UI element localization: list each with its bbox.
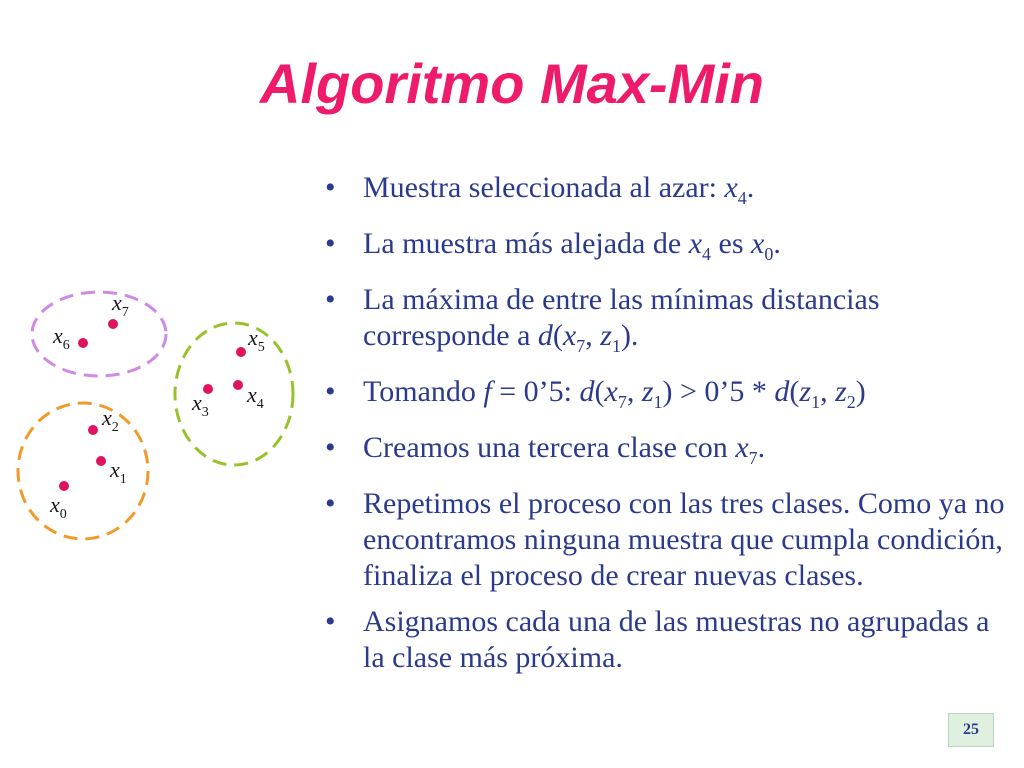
text-run: Muestra seleccionada al azar: (363, 171, 725, 204)
label-x0: $x_0$ (50, 492, 67, 522)
point-x7 (108, 319, 118, 329)
text-run: , (585, 319, 601, 352)
bullet-text (363, 487, 1005, 592)
math-symbol: x (688, 227, 703, 260)
text-run: Creamos una tercera clase con (363, 431, 736, 464)
bullet-text (363, 227, 781, 264)
text-run: , (820, 375, 836, 408)
bullet-dot: • (325, 605, 336, 638)
bullet-dot: • (325, 487, 336, 520)
bullet-item (325, 170, 1005, 216)
math-symbol: f (483, 375, 492, 408)
math-symbol: x (604, 375, 618, 408)
subscript: 1 (811, 392, 821, 412)
label-x2: $x_2$ (102, 405, 119, 435)
math-symbol: x (724, 171, 738, 204)
subscript: 1 (653, 392, 663, 412)
math-symbol: x (735, 431, 749, 464)
subscript: 4 (702, 244, 712, 264)
bullet-list (325, 170, 1005, 686)
bullet-text (363, 605, 989, 674)
subscript: 0 (764, 244, 774, 264)
point-x1 (96, 456, 106, 466)
label-x7: $x_7$ (112, 290, 129, 320)
bullet-dot: • (325, 171, 336, 204)
cluster-x0-x1-x2 (18, 403, 148, 539)
bullet-item (325, 486, 1005, 594)
text-run: es (711, 227, 752, 260)
page-number: 25 (948, 713, 994, 747)
text-run: Asignamos cada una de las muestras no agrupadas a la clase más próxima. (363, 605, 990, 674)
point-x6 (78, 338, 88, 348)
math-symbol: z (600, 319, 612, 352)
text-run: ) (855, 375, 866, 408)
bullet-item (325, 374, 1005, 420)
label-x1: $x_1$ (110, 457, 127, 487)
text-run: = 0’5: (491, 375, 580, 408)
math-symbol: z (835, 375, 847, 408)
text-run: ( (789, 375, 800, 408)
subscript: 1 (611, 336, 621, 356)
bullet-dot: • (325, 227, 336, 260)
math-symbol: d (537, 319, 553, 352)
subscript: 7 (748, 448, 758, 468)
text-run: La muestra más alejada de (363, 227, 689, 260)
text-run: ( (552, 319, 563, 352)
cluster-diagram (0, 0, 320, 560)
label-x4: $x_4$ (247, 382, 264, 412)
text-run: Tomando (363, 375, 484, 408)
bullet-item (325, 430, 1005, 476)
label-x6: $x_6$ (53, 323, 70, 353)
bullet-text (363, 171, 755, 208)
bullet-item (325, 604, 1005, 676)
text-run: , (626, 375, 642, 408)
bullet-dot: • (325, 431, 336, 464)
subscript: 2 (846, 392, 856, 412)
subscript: 7 (576, 336, 586, 356)
bullet-text (363, 375, 866, 412)
bullet-dot: • (325, 375, 336, 408)
math-symbol: z (799, 375, 812, 408)
bullet-dot: • (325, 283, 336, 316)
bullet-item (325, 282, 1005, 364)
point-x2 (88, 425, 98, 435)
bullet-text (363, 283, 880, 356)
slide-title: Algoritmo Max-Min (260, 52, 764, 115)
math-symbol: d (774, 375, 790, 408)
math-symbol: d (579, 375, 595, 408)
point-x0 (59, 481, 69, 491)
text-run: ). (620, 319, 639, 352)
text-run: . (757, 431, 766, 464)
math-symbol: x (751, 227, 765, 260)
subscript: 7 (617, 392, 627, 412)
text-run: Repetimos el proceso con las tres clases. Como ya no encontramos ninguna muestra que cumpla condición, finaliza el proceso de crear nuevas clases. (363, 487, 1005, 592)
bullet-item (325, 226, 1005, 272)
label-x3: $x_3$ (192, 390, 209, 420)
text-run: . (773, 227, 781, 260)
point-x5 (236, 347, 246, 357)
math-symbol: x (562, 319, 577, 352)
label-x5: $x_5$ (248, 325, 265, 355)
text-run: ) > 0’5 * (662, 375, 775, 408)
point-x3 (203, 384, 213, 394)
text-run: La máxima de entre las mínimas distancias corresponde a (363, 283, 880, 352)
math-symbol: z (641, 375, 654, 408)
point-x4 (233, 380, 243, 390)
subscript: 4 (737, 188, 747, 208)
bullet-text (363, 431, 766, 468)
text-run: ( (594, 375, 605, 408)
text-run: . (746, 171, 755, 204)
